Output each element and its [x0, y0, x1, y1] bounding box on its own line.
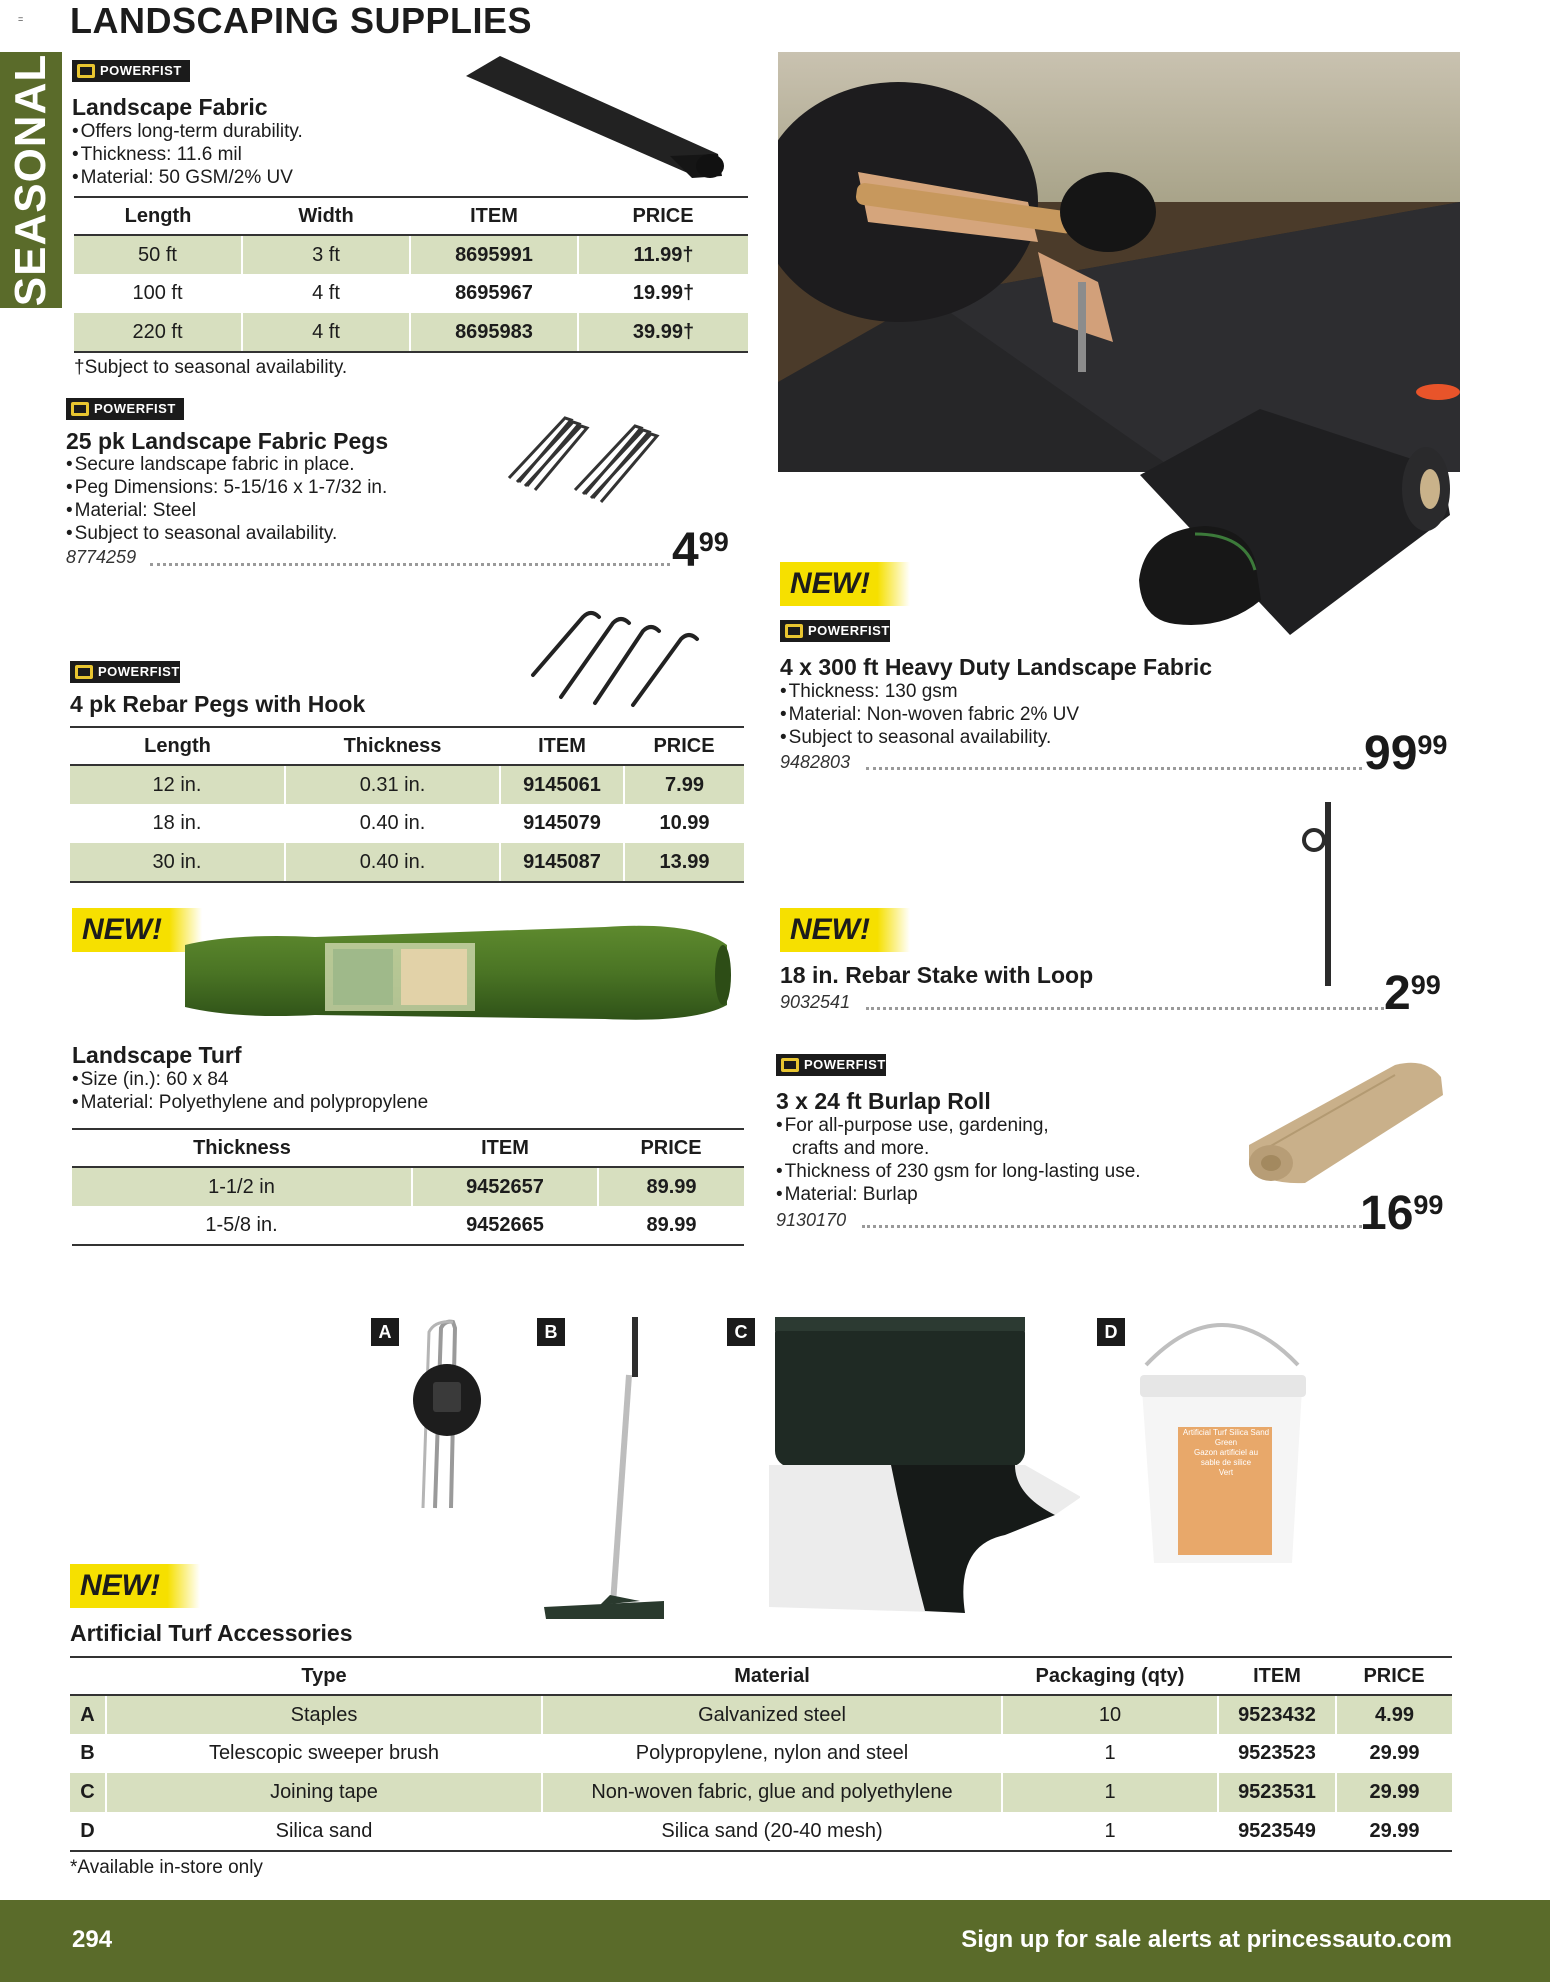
table-cell: Silica sand (20-40 mesh)	[542, 1812, 1002, 1851]
bucket-label-line: Artificial Turf Silica Sand	[1182, 1428, 1270, 1437]
burlap-roll-image	[1245, 1055, 1450, 1195]
column-header: Thickness	[285, 727, 500, 765]
sale-alerts-link[interactable]: Sign up for sale alerts at princessauto.com	[961, 1926, 1452, 1953]
price-tag	[1360, 1187, 1444, 1240]
bullet-continuation: crafts and more.	[792, 1138, 930, 1159]
table-header-row	[70, 727, 744, 765]
column-header: PRICE	[598, 1129, 744, 1167]
item-number: 8695967	[410, 274, 578, 313]
column-header: Material	[542, 1657, 1002, 1695]
row-letter: A	[70, 1695, 106, 1734]
bullet: • Thickness: 11.6 mil	[72, 143, 303, 166]
column-header: ITEM	[410, 197, 578, 235]
sku-number: 9130170	[776, 1210, 847, 1230]
table-cell: Polypropylene, nylon and steel	[542, 1734, 1002, 1773]
footnote: *Available in-store only	[70, 1857, 263, 1878]
page-number: 294	[72, 1926, 113, 1953]
row-letter: C	[70, 1773, 106, 1812]
column-header: Length	[70, 727, 285, 765]
table-cell: Telescopic sweeper brush	[106, 1734, 542, 1773]
bullet: • Material: Steel	[66, 499, 387, 522]
table-header-row	[70, 1657, 1452, 1695]
table-row	[74, 274, 748, 313]
landscape-fabric-table	[74, 196, 748, 353]
table-row	[70, 804, 744, 843]
table-cell: 10	[1002, 1695, 1218, 1734]
bullet: • For all-purpose use, gardening,	[776, 1114, 1141, 1137]
sweeper-brush-image	[540, 1315, 670, 1630]
sku-number: 9032541	[780, 992, 851, 1012]
table-row	[74, 313, 748, 352]
header-mark: =	[18, 14, 24, 24]
price-cents: 99	[698, 527, 729, 557]
column-header: Thickness	[72, 1129, 412, 1167]
product-bullets	[780, 680, 1079, 749]
column-header: Width	[242, 197, 410, 235]
brand-badge: POWERFIST	[780, 620, 890, 642]
item-number: 9523523	[1218, 1734, 1336, 1773]
side-tab	[0, 52, 62, 308]
dotted-leader	[862, 1225, 1362, 1228]
price-cell: 29.99	[1336, 1734, 1452, 1773]
price-cell: 39.99†	[578, 313, 748, 352]
price-cell: 29.99	[1336, 1812, 1452, 1851]
table-cell: Galvanized steel	[542, 1695, 1002, 1734]
price-dollars: 99	[1364, 727, 1418, 780]
price-cell: 10.99	[624, 804, 744, 843]
column-header: PRICE	[578, 197, 748, 235]
fabric-fold-image	[1135, 520, 1275, 630]
price-cents: 99	[1410, 970, 1441, 1000]
image-letter-c: C	[727, 1318, 755, 1346]
column-header: Length	[74, 197, 242, 235]
fabric-roll-image	[460, 50, 740, 180]
bullet: • Thickness of 230 gsm for long-lasting use.	[776, 1160, 1141, 1183]
table-row	[70, 1773, 1452, 1812]
product-title: 3 x 24 ft Burlap Roll	[776, 1088, 991, 1114]
table-cell: 1-1/2 in	[72, 1167, 412, 1206]
brand-badge: POWERFIST	[66, 398, 184, 420]
item-number: 9145061	[500, 765, 624, 804]
brand-badge: POWERFIST	[776, 1054, 886, 1076]
table-cell: 3 ft	[242, 235, 410, 274]
joining-tape-image	[765, 1315, 1080, 1615]
table-cell: Silica sand	[106, 1812, 542, 1851]
product-title: 25 pk Landscape Fabric Pegs	[66, 428, 389, 454]
table-cell: Non-woven fabric, glue and polyethylene	[542, 1773, 1002, 1812]
bullet: • Size (in.): 60 x 84	[72, 1068, 428, 1091]
column-header: PRICE	[624, 727, 744, 765]
table-row	[70, 1812, 1452, 1851]
new-badge: NEW!	[70, 1564, 200, 1608]
sku-number: 8774259	[66, 547, 137, 567]
table-header-row	[74, 197, 748, 235]
bullet: • Peg Dimensions: 5-15/16 x 1-7/32 in.	[66, 476, 387, 499]
new-badge: NEW!	[72, 908, 202, 952]
item-number: 8695991	[410, 235, 578, 274]
brand-badge: POWERFIST	[72, 60, 190, 82]
column-header: Type	[106, 1657, 542, 1695]
product-bullets	[72, 120, 303, 189]
table-row	[70, 765, 744, 804]
table-row	[70, 1734, 1452, 1773]
table-cell: 0.40 in.	[285, 804, 500, 843]
product-bullets	[776, 1114, 1141, 1206]
bullet: • Offers long-term durability.	[72, 120, 303, 143]
bucket-label-line: Gazon artificiel au	[1193, 1448, 1259, 1457]
table-row	[70, 1695, 1452, 1734]
product-title: Landscape Turf	[72, 1042, 242, 1068]
row-letter: D	[70, 1812, 106, 1851]
bullet: • Subject to seasonal availability.	[66, 522, 387, 545]
dotted-leader	[866, 767, 1362, 770]
column-header: ITEM	[500, 727, 624, 765]
side-tab-label: SEASONAL	[6, 53, 55, 307]
item-number: 9523531	[1218, 1773, 1336, 1812]
table-row	[70, 843, 744, 882]
bullet: • Material: Burlap	[776, 1183, 1141, 1206]
table-cell: 30 in.	[70, 843, 285, 882]
column-header: ITEM	[412, 1129, 598, 1167]
product-title: Landscape Fabric	[72, 94, 268, 120]
price-cell: 7.99	[624, 765, 744, 804]
price-tag	[672, 524, 729, 577]
price-tag	[1364, 727, 1448, 780]
bullet: • Secure landscape fabric in place.	[66, 453, 387, 476]
table-row	[72, 1206, 744, 1245]
price-dollars: 16	[1360, 1187, 1414, 1240]
column-header: PRICE	[1336, 1657, 1452, 1695]
price-cell: 19.99†	[578, 274, 748, 313]
table-cell: 50 ft	[74, 235, 242, 274]
image-letter-d: D	[1097, 1318, 1125, 1346]
page-title: LANDSCAPING SUPPLIES	[70, 0, 533, 41]
table-cell: 1	[1002, 1812, 1218, 1851]
item-number: 8695983	[410, 313, 578, 352]
bullet: • Subject to seasonal availability.	[780, 726, 1079, 749]
price-dollars: 2	[1384, 967, 1411, 1020]
table-cell: 1	[1002, 1734, 1218, 1773]
product-bullets	[72, 1068, 428, 1114]
item-number: 9523549	[1218, 1812, 1336, 1851]
bucket-label-line: sable de silice	[1200, 1458, 1252, 1467]
bullet: • Material: Non-woven fabric 2% UV	[780, 703, 1079, 726]
footer-bar	[0, 1900, 1550, 1982]
price-dollars: 4	[672, 524, 699, 577]
table-cell: 18 in.	[152, 812, 202, 834]
column-header: Packaging (qty)	[1002, 1657, 1218, 1695]
product-title: 18 in. Rebar Stake with Loop	[780, 962, 1094, 988]
footnote: †Subject to seasonal availability.	[74, 357, 348, 378]
brand-badge: POWERFIST	[70, 661, 180, 683]
new-badge: NEW!	[780, 562, 910, 606]
price-tag	[1384, 967, 1441, 1020]
dotted-leader	[150, 563, 670, 566]
price-cell: 89.99	[598, 1206, 744, 1245]
price-cents: 99	[1417, 730, 1448, 760]
turf-roll-image	[175, 915, 735, 1030]
image-letter-a: A	[371, 1318, 399, 1346]
price-cell: 11.99†	[578, 235, 748, 274]
bullet: • Material: Polyethylene and polypropylene	[72, 1091, 428, 1114]
table-cell: 4 ft	[242, 313, 410, 352]
item-number: 9145087	[500, 843, 624, 882]
fabric-pegs-image	[505, 408, 680, 513]
table-cell: 100 ft	[132, 282, 183, 304]
table-row	[74, 235, 748, 274]
column-header	[70, 1657, 106, 1695]
bucket-label-line: Green	[1214, 1438, 1238, 1447]
sku-number: 9482803	[780, 752, 851, 772]
price-cell: 4.99	[1336, 1695, 1452, 1734]
table-cell: 1	[1002, 1773, 1218, 1812]
bullet: • Thickness: 130 gsm	[780, 680, 1079, 703]
bullet: • Material: 50 GSM/2% UV	[72, 166, 303, 189]
new-badge: NEW!	[780, 908, 910, 952]
table-cell: 0.40 in.	[285, 843, 500, 882]
image-letter-b: B	[537, 1318, 565, 1346]
dotted-leader	[866, 1007, 1384, 1010]
price-cell: 89.99	[598, 1167, 744, 1206]
section-title: Artificial Turf Accessories	[70, 1620, 353, 1646]
turf-accessories-table	[70, 1656, 1452, 1852]
table-cell: 12 in.	[70, 765, 285, 804]
price-cell: 13.99	[624, 843, 744, 882]
item-number: 9523432	[1218, 1695, 1336, 1734]
column-header: ITEM	[1218, 1657, 1336, 1695]
item-number: 9452657	[412, 1167, 598, 1206]
product-title: 4 x 300 ft Heavy Duty Landscape Fabric	[780, 654, 1213, 680]
table-row	[72, 1167, 744, 1206]
price-cents: 99	[1413, 1190, 1444, 1220]
item-number: 9452665	[412, 1206, 598, 1245]
table-cell: 0.31 in.	[285, 765, 500, 804]
rebar-pegs-table	[70, 726, 744, 883]
table-cell: 4 ft	[242, 274, 410, 313]
price-cell: 29.99	[1336, 1773, 1452, 1812]
landscape-turf-table	[72, 1128, 744, 1246]
row-letter: B	[80, 1742, 95, 1764]
table-cell: 220 ft	[74, 313, 242, 352]
rebar-stake-image	[1300, 800, 1340, 990]
item-number: 9145079	[500, 804, 624, 843]
product-bullets	[66, 453, 387, 545]
rebar-pegs-image	[525, 605, 730, 710]
table-cell: 1-5/8 in.	[72, 1206, 412, 1245]
bucket-label	[1180, 1428, 1272, 1478]
staples-image	[405, 1318, 495, 1513]
table-header-row	[72, 1129, 744, 1167]
table-cell: Joining tape	[106, 1773, 542, 1812]
product-title: 4 pk Rebar Pegs with Hook	[70, 691, 366, 717]
bucket-label-line: Vert	[1218, 1468, 1234, 1477]
table-cell: Staples	[106, 1695, 542, 1734]
